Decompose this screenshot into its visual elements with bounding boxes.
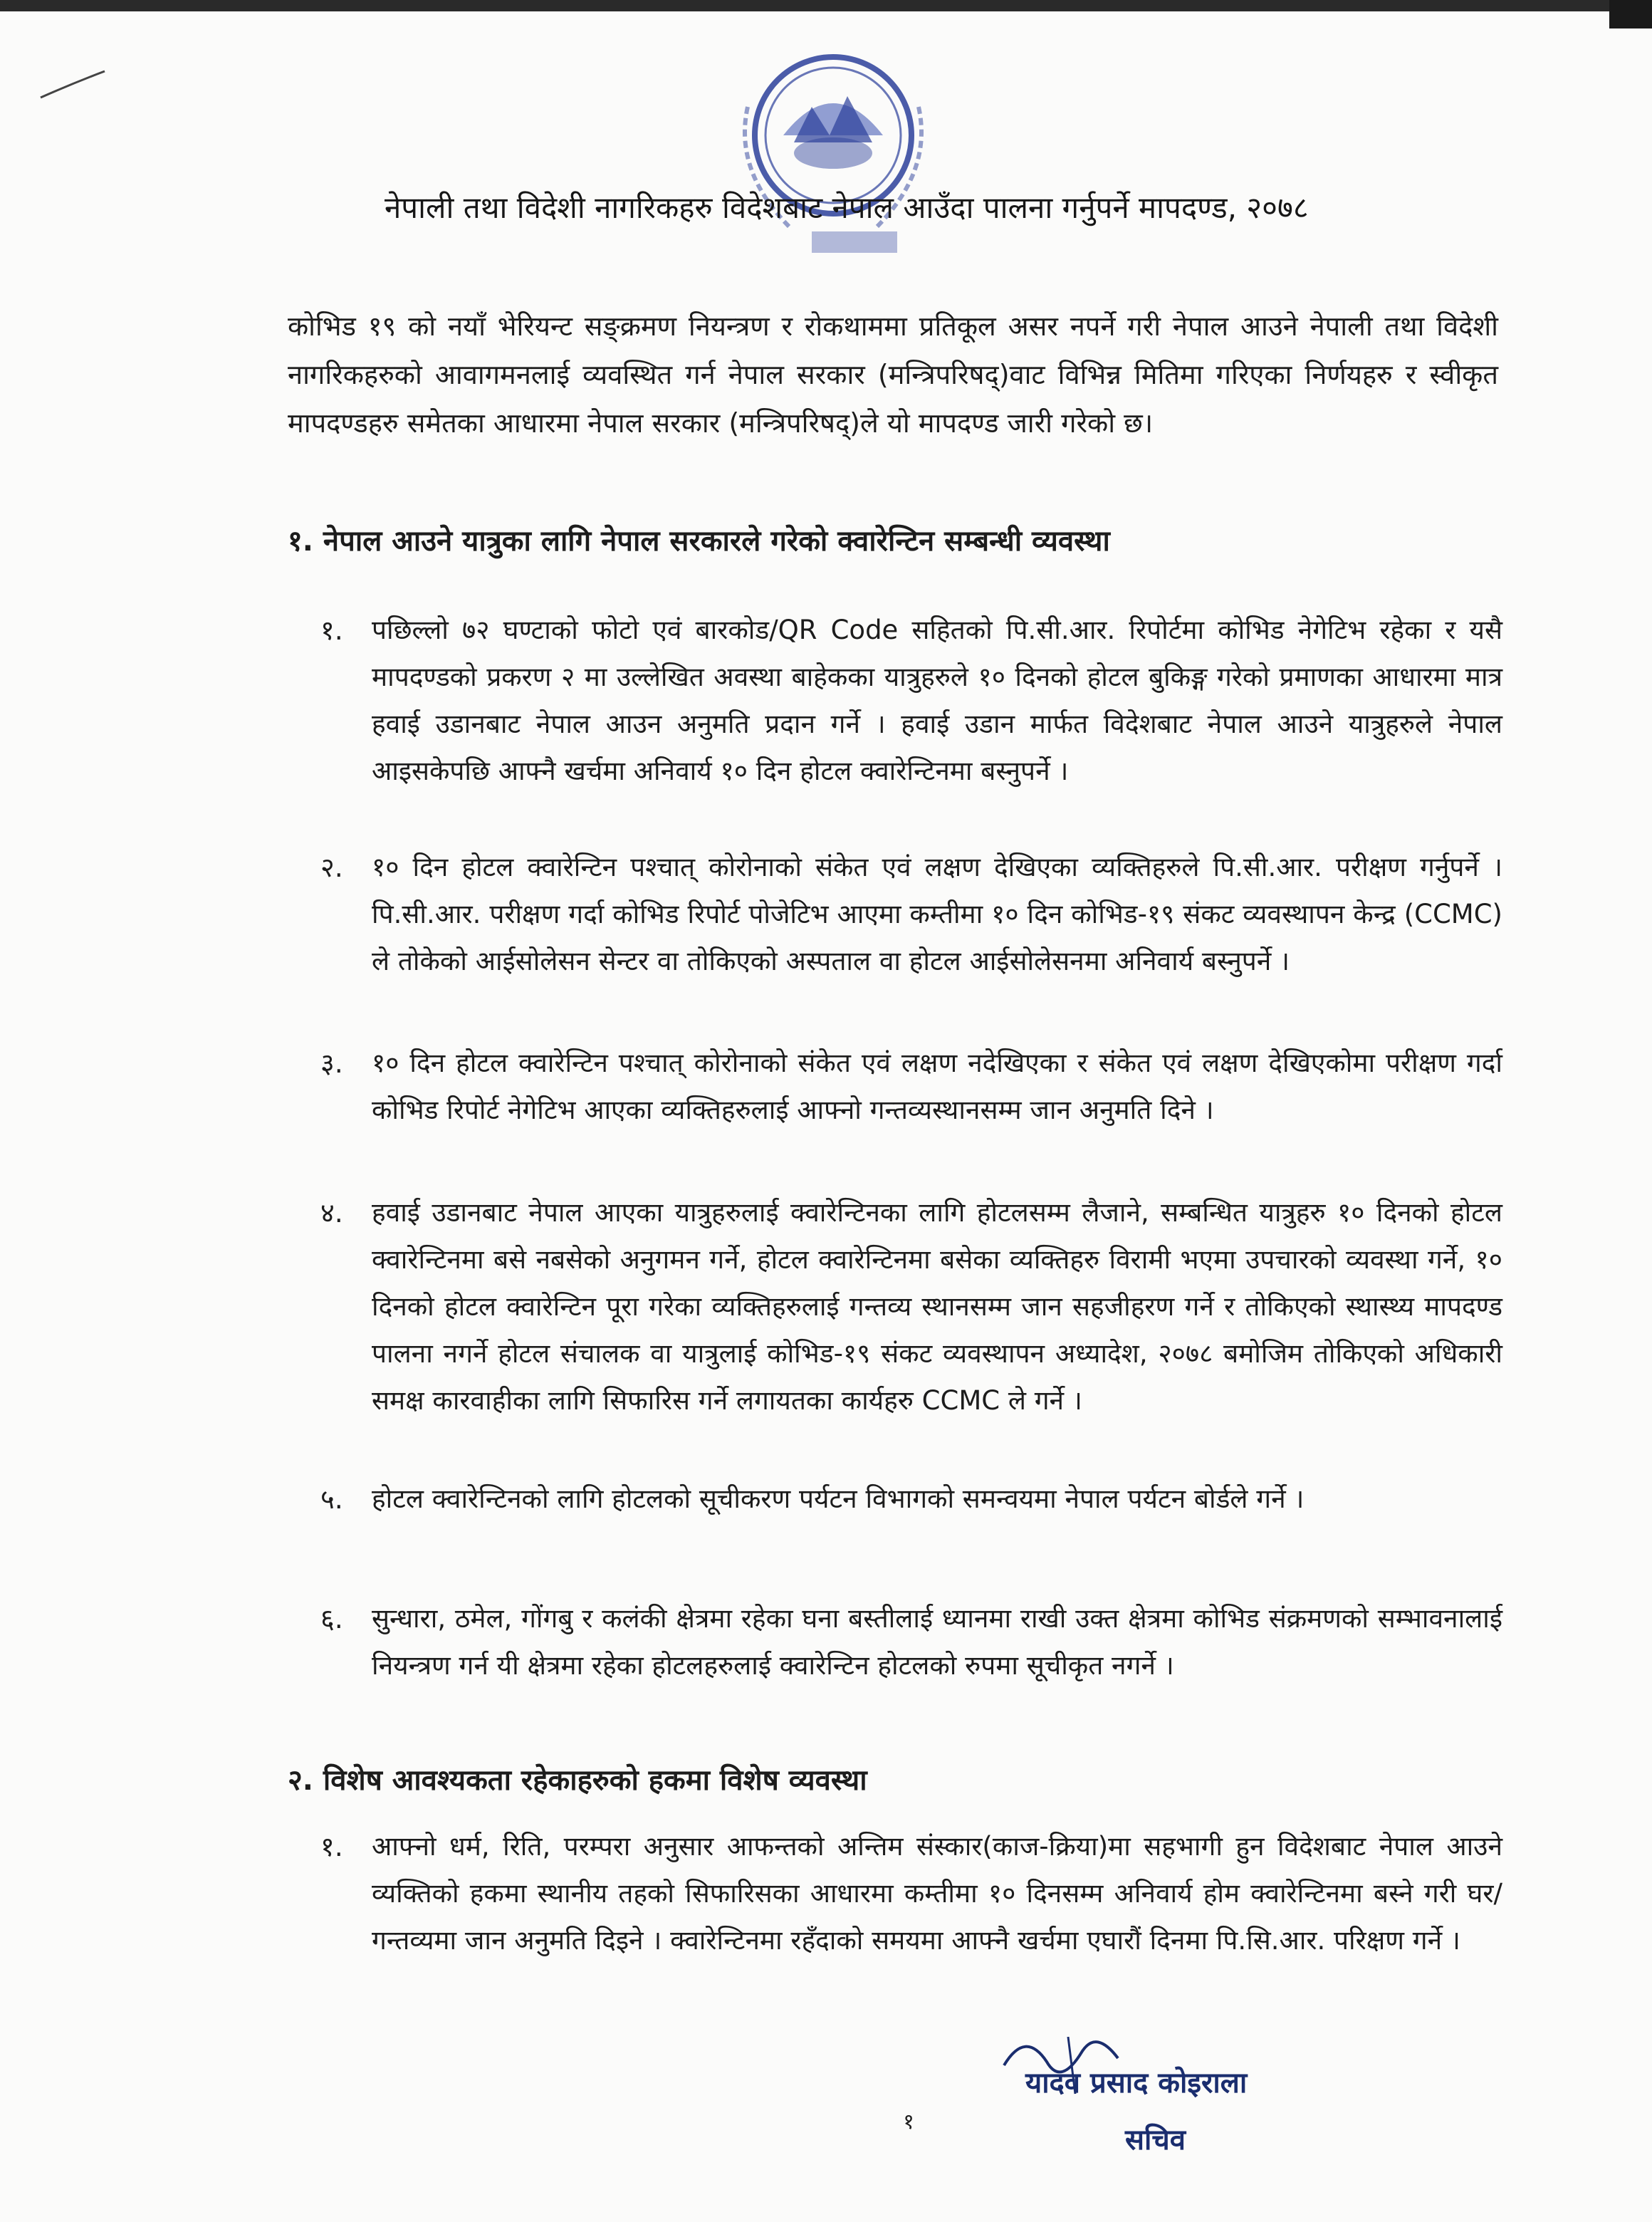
item-number: १. [320,615,343,646]
item-text: होटल क्वारेन्टिनको लागि होटलको सूचीकरण पर्यटन विभागको समन्वयमा नेपाल पर्यटन बोर्डले गर्ने । [372,1483,1305,1514]
item-number: ५. [320,1483,343,1515]
item-text: हवाई उडानबाट नेपाल आएका यात्रुहरुलाई क्वारेन्टिनका लागि होटलसम्म लैजाने, सम्बन्धित यात्रुहरु १० दिनको होटल क्वारेन्टिनमा बसे नबसेको अनुगमन गर्ने, होटल क्वारेन्टिनमा बसेका व्यक्तिहरु विरामी भएमा उपचारको व्यवस्था गर्ने, १० दिनको होटल क्वारेन्टिन पूरा गरेका व्यक्तिहरुलाई गन्तव्य स्थानसम्म जान सहजीहरण गर्ने र तोकिएको स्थास्थ्य मापदण्ड पालना नगर्ने होटल संचालक वा यात्रुलाई कोभिड-१९ संकट व्यवस्थापन अध्यादेश, २०७८ बमोजिम तोकिएको अधिकारी समक्ष कारवाहीका लागि सिफारिस गर्ने लगायतका कार्यहरु CCMC ले गर्ने । [372,1197,1502,1416]
item-number: ६. [320,1603,343,1634]
item-text: १० दिन होटल क्वारेन्टिन पश्चात् कोरोनाको संकेत एवं लक्षण देखिएका व्यक्तिहरुले पि.सी.आर. परीक्षण गर्नुपर्ने । पि.सी.आर. परीक्षण गर्दा कोभिड रिपोर्ट पोजेटिभ आएमा कम्तीमा १० दिन कोभिड-१९ संकट व्यवस्थापन केन्द्र (CCMC) ले तोकेको आईसोलेसन सेन्टर वा तोकिएको अस्पताल वा होटल आईसोलेसनमा अनिवार्य बस्नुपर्ने । [372,852,1502,976]
item-number: १. [320,1831,343,1862]
list-item [320,1823,1502,1964]
item-number: २. [320,852,343,883]
scan-edge [0,0,1652,11]
item-text: आफ्नो धर्म, रिति, परम्परा अनुसार आफन्तको अन्तिम संस्कार(काज-क्रिया)मा सहभागी हुन विदेशबाट नेपाल आउने व्यक्तिको हकमा स्थानीय तहको सिफारिसका आधारमा कम्तीमा १० दिनसम्म अनिवार्य होम क्वारेन्टिनमा बस्ने गरी घर/गन्तव्यमा जान अनुमति दिइने । क्वारेन्टिनमा रहँदाको समयमा आफ्नै खर्चमा एघारौं दिनमा पि.सि.आर. परिक्षण गर्ने । [372,1831,1502,1956]
item-number: ३. [320,1048,343,1079]
item-text: पछिल्लो ७२ घण्टाको फोटो एवं बारकोड/QR Code सहितको पि.सी.आर. रिपोर्टमा कोभिड नेगेटिभ रहेका र यसै मापदण्डको प्रकरण २ मा उल्लेखित अवस्था बाहेकका यात्रुहरुले १० दिनको होटल बुकिङ्ग गरेको प्रमाणका आधारमा मात्र हवाई उडानबाट नेपाल आउन अनुमति प्रदान गर्ने । हवाई उडान मार्फत विदेशबाट नेपाल आउने यात्रुहरुले नेपाल आइसकेपछि आफ्नै खर्चमा अनिवार्य १० दिन होटल क्वारेन्टिनमा बस्नुपर्ने । [372,615,1502,786]
item-text: सुन्धारा, ठमेल, गोंगबु र कलंकी क्षेत्रमा रहेका घना बस्तीलाई ध्यानमा राखी उक्त क्षेत्रमा कोभिड संक्रमणको सम्भावनालाई नियन्त्रण गर्न यी क्षेत्रमा रहेका होटलहरुलाई क्वारेन्टिन होटलको रुपमा सूचीकृत नगर्ने । [372,1603,1502,1681]
list-item [320,844,1502,985]
scan-corner [1609,0,1652,28]
signatory-title: सचिव [1125,2124,1186,2156]
document-title: नेपाली तथा विदेशी नागरिकहरु विदेशबाट नेपाल आउँदा पालना गर्नुपर्ने मापदण्ड, २०७८ [385,190,1309,225]
intro-paragraph: कोभिड १९ को नयाँ भेरियन्ट सङ्क्रमण नियन्त्रण र रोकथाममा प्रतिकूल असर नपर्ने गरी नेपाल आउने नेपाली तथा विदेशी नागरिकहरुको आवागमनलाई व्यवस्थित गर्न नेपाल सरकार (मन्त्रिपरिषद्)वाट विभिन्न मितिमा गरिएका निर्णयहरु र स्वीकृत मापदण्डहरु समेतका आधारमा नेपाल सरकार (मन्त्रिपरिषद्)ले यो मापदण्ड जारी गरेको छ। [288,311,1498,439]
list-item [320,1476,1502,1523]
list-item [320,607,1502,795]
list-item [320,1595,1502,1689]
government-seal-icon [705,28,961,285]
list-item [320,1189,1502,1424]
page-number: १ [903,2109,914,2134]
item-number: ४. [320,1197,343,1229]
pen-mark-icon [37,66,108,108]
list-item [320,1040,1502,1134]
item-text: १० दिन होटल क्वारेन्टिन पश्चात् कोरोनाको संकेत एवं लक्षण नदेखिएका र संकेत एवं लक्षण देखिएकोमा परीक्षण गर्दा कोभिड रिपोर्ट नेगेटिभ आएका व्यक्तिहरुलाई आफ्नो गन्तव्यस्थानसम्म जान अनुमति दिने । [372,1048,1502,1125]
section-1-heading: १. नेपाल आउने यात्रुका लागि नेपाल सरकारले गरेको क्वारेन्टिन सम्बन्धी व्यवस्था [288,525,1110,558]
signatory-name: यादव प्रसाद कोइराला [1025,2067,1248,2100]
section-2-heading: २. विशेष आवश्यकता रहेकाहरुको हकमा विशेष व्यवस्था [288,1764,867,1797]
